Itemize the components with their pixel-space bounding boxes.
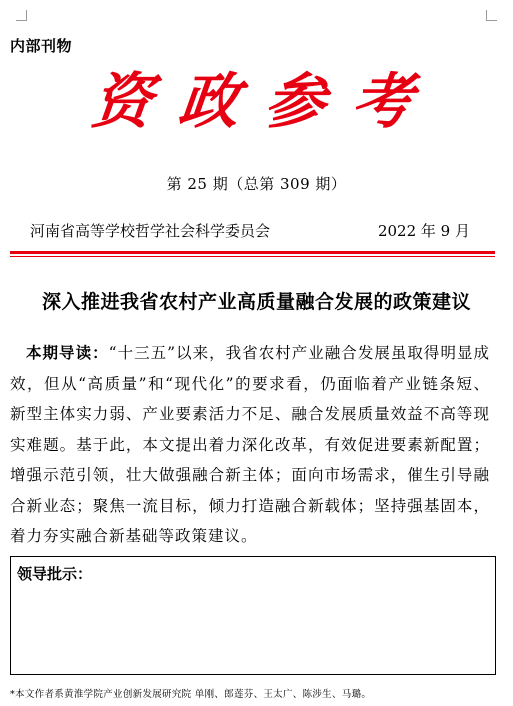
publisher-name: 河南省高等学校哲学社会科学委员会 (30, 222, 271, 240)
publisher-row (30, 220, 470, 241)
leader-instructions-box (10, 556, 496, 675)
abstract-lead: 本期导读： (26, 343, 109, 362)
masthead-title (88, 62, 416, 142)
abstract-text: “十三五”以来，我省农村产业融合发展虽取得明显成效，但从“高质量”和“现代化”的要求看，仍面临着产业链条短、新型主体实力弱、产业要素活力不足、融合发展质量效益不高等现实难题。基于此，本文提出着力深化改革，有效促进要素新配置；增强示范引领，壮大做强融合新主体；面向市场需求，催生引导融合新业态；聚焦一流目标，倾力打造融合新载体；坚持强基固本，着力夯实融合新基础等政策建议。 (10, 344, 490, 545)
issue-number: 第 25 期（总第 309 期） (166, 175, 347, 193)
crop-mark-top-left (16, 10, 27, 21)
internal-publication-label: 内部刊物 (10, 37, 73, 55)
article-abstract (10, 338, 490, 552)
masthead-char: 参 (261, 67, 329, 137)
header-rule-thick (10, 251, 495, 254)
publication-date: 2022 年 9 月 (377, 222, 470, 240)
masthead-char: 考 (348, 67, 416, 137)
masthead-char: 政 (174, 67, 243, 137)
masthead-char: 资 (88, 67, 156, 137)
article-title: 深入推进我省农村产业高质量融合发展的政策建议 (41, 291, 471, 313)
header-rule-thin (10, 256, 495, 257)
leader-instructions-label: 领导批示： (17, 565, 93, 583)
crop-mark-top-right (486, 10, 497, 21)
author-footnote: *本文作者系黄淮学院产业创新发展研究院 单刚、郎莲芬、王太广、陈涉生、马璐。 (10, 689, 372, 700)
